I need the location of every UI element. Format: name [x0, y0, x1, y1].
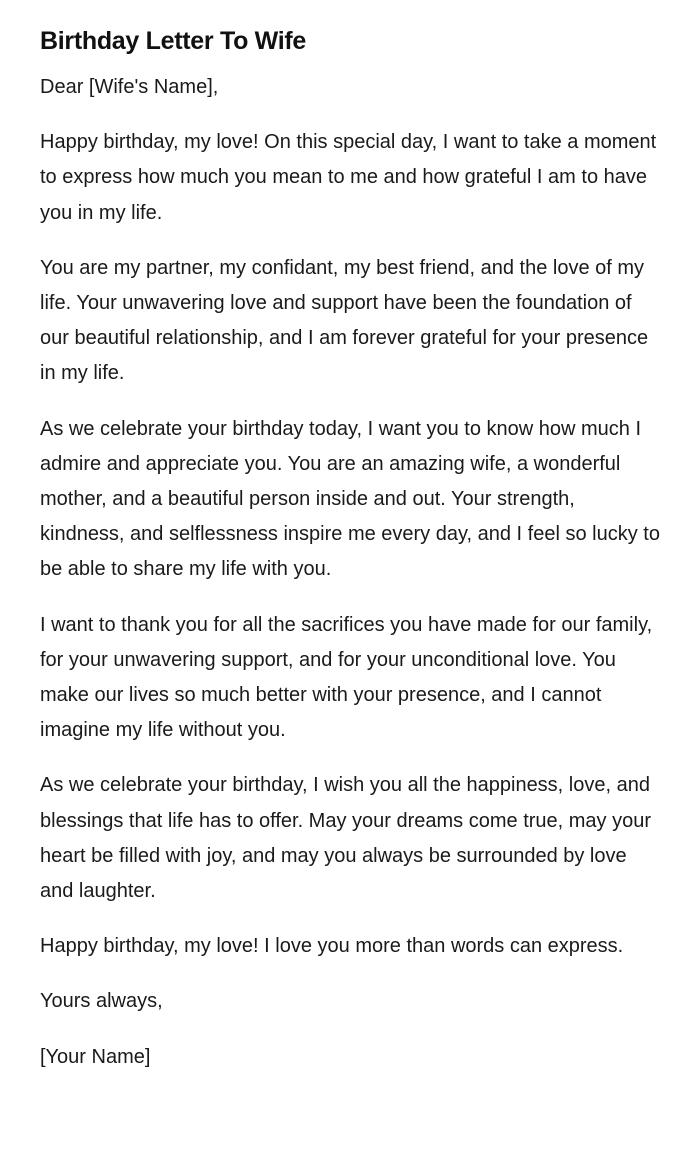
body-paragraph: As we celebrate your birthday, I wish you all the happiness, love, and blessings that life has to offer. May your dreams come true, may your heart be filled with joy, and may you always be surrounded by love and laughter.: [40, 774, 652, 903]
salutation: Dear [Wife's Name],: [40, 76, 219, 98]
signature-placeholder: [Your Name]: [40, 1045, 151, 1068]
body-paragraph: Happy birthday, my love! On this special day, I want to take a moment to express how much you mean to me and how grateful I am to have you in my life.: [40, 131, 657, 224]
body-paragraph: Happy birthday, my love! I love you more than words can express.: [40, 935, 624, 958]
body-paragraph: As we celebrate your birthday today, I want you to know how much I admire and appreciate you. You are an amazing wife, a wonderful mother, and a beautiful person inside and out. Your strength, kindness, and selflessness inspire me every day, and I feel so lucky to be able to share my life with you.: [40, 417, 660, 581]
body-paragraph: You are my partner, my confidant, my best friend, and the love of my life. Your unwavering love and support have been the foundation of our beautiful relationship, and I am forever grateful for your presence in my life.: [40, 256, 649, 385]
closing-line: Yours always,: [40, 990, 163, 1013]
document-title: Birthday Letter To Wife: [40, 27, 307, 55]
body-paragraph: I want to thank you for all the sacrifices you have made for our family, for your unwavering support, and for your unconditional love. You make our lives so much better with your presence, and I cannot imagine my life without you.: [40, 613, 653, 742]
